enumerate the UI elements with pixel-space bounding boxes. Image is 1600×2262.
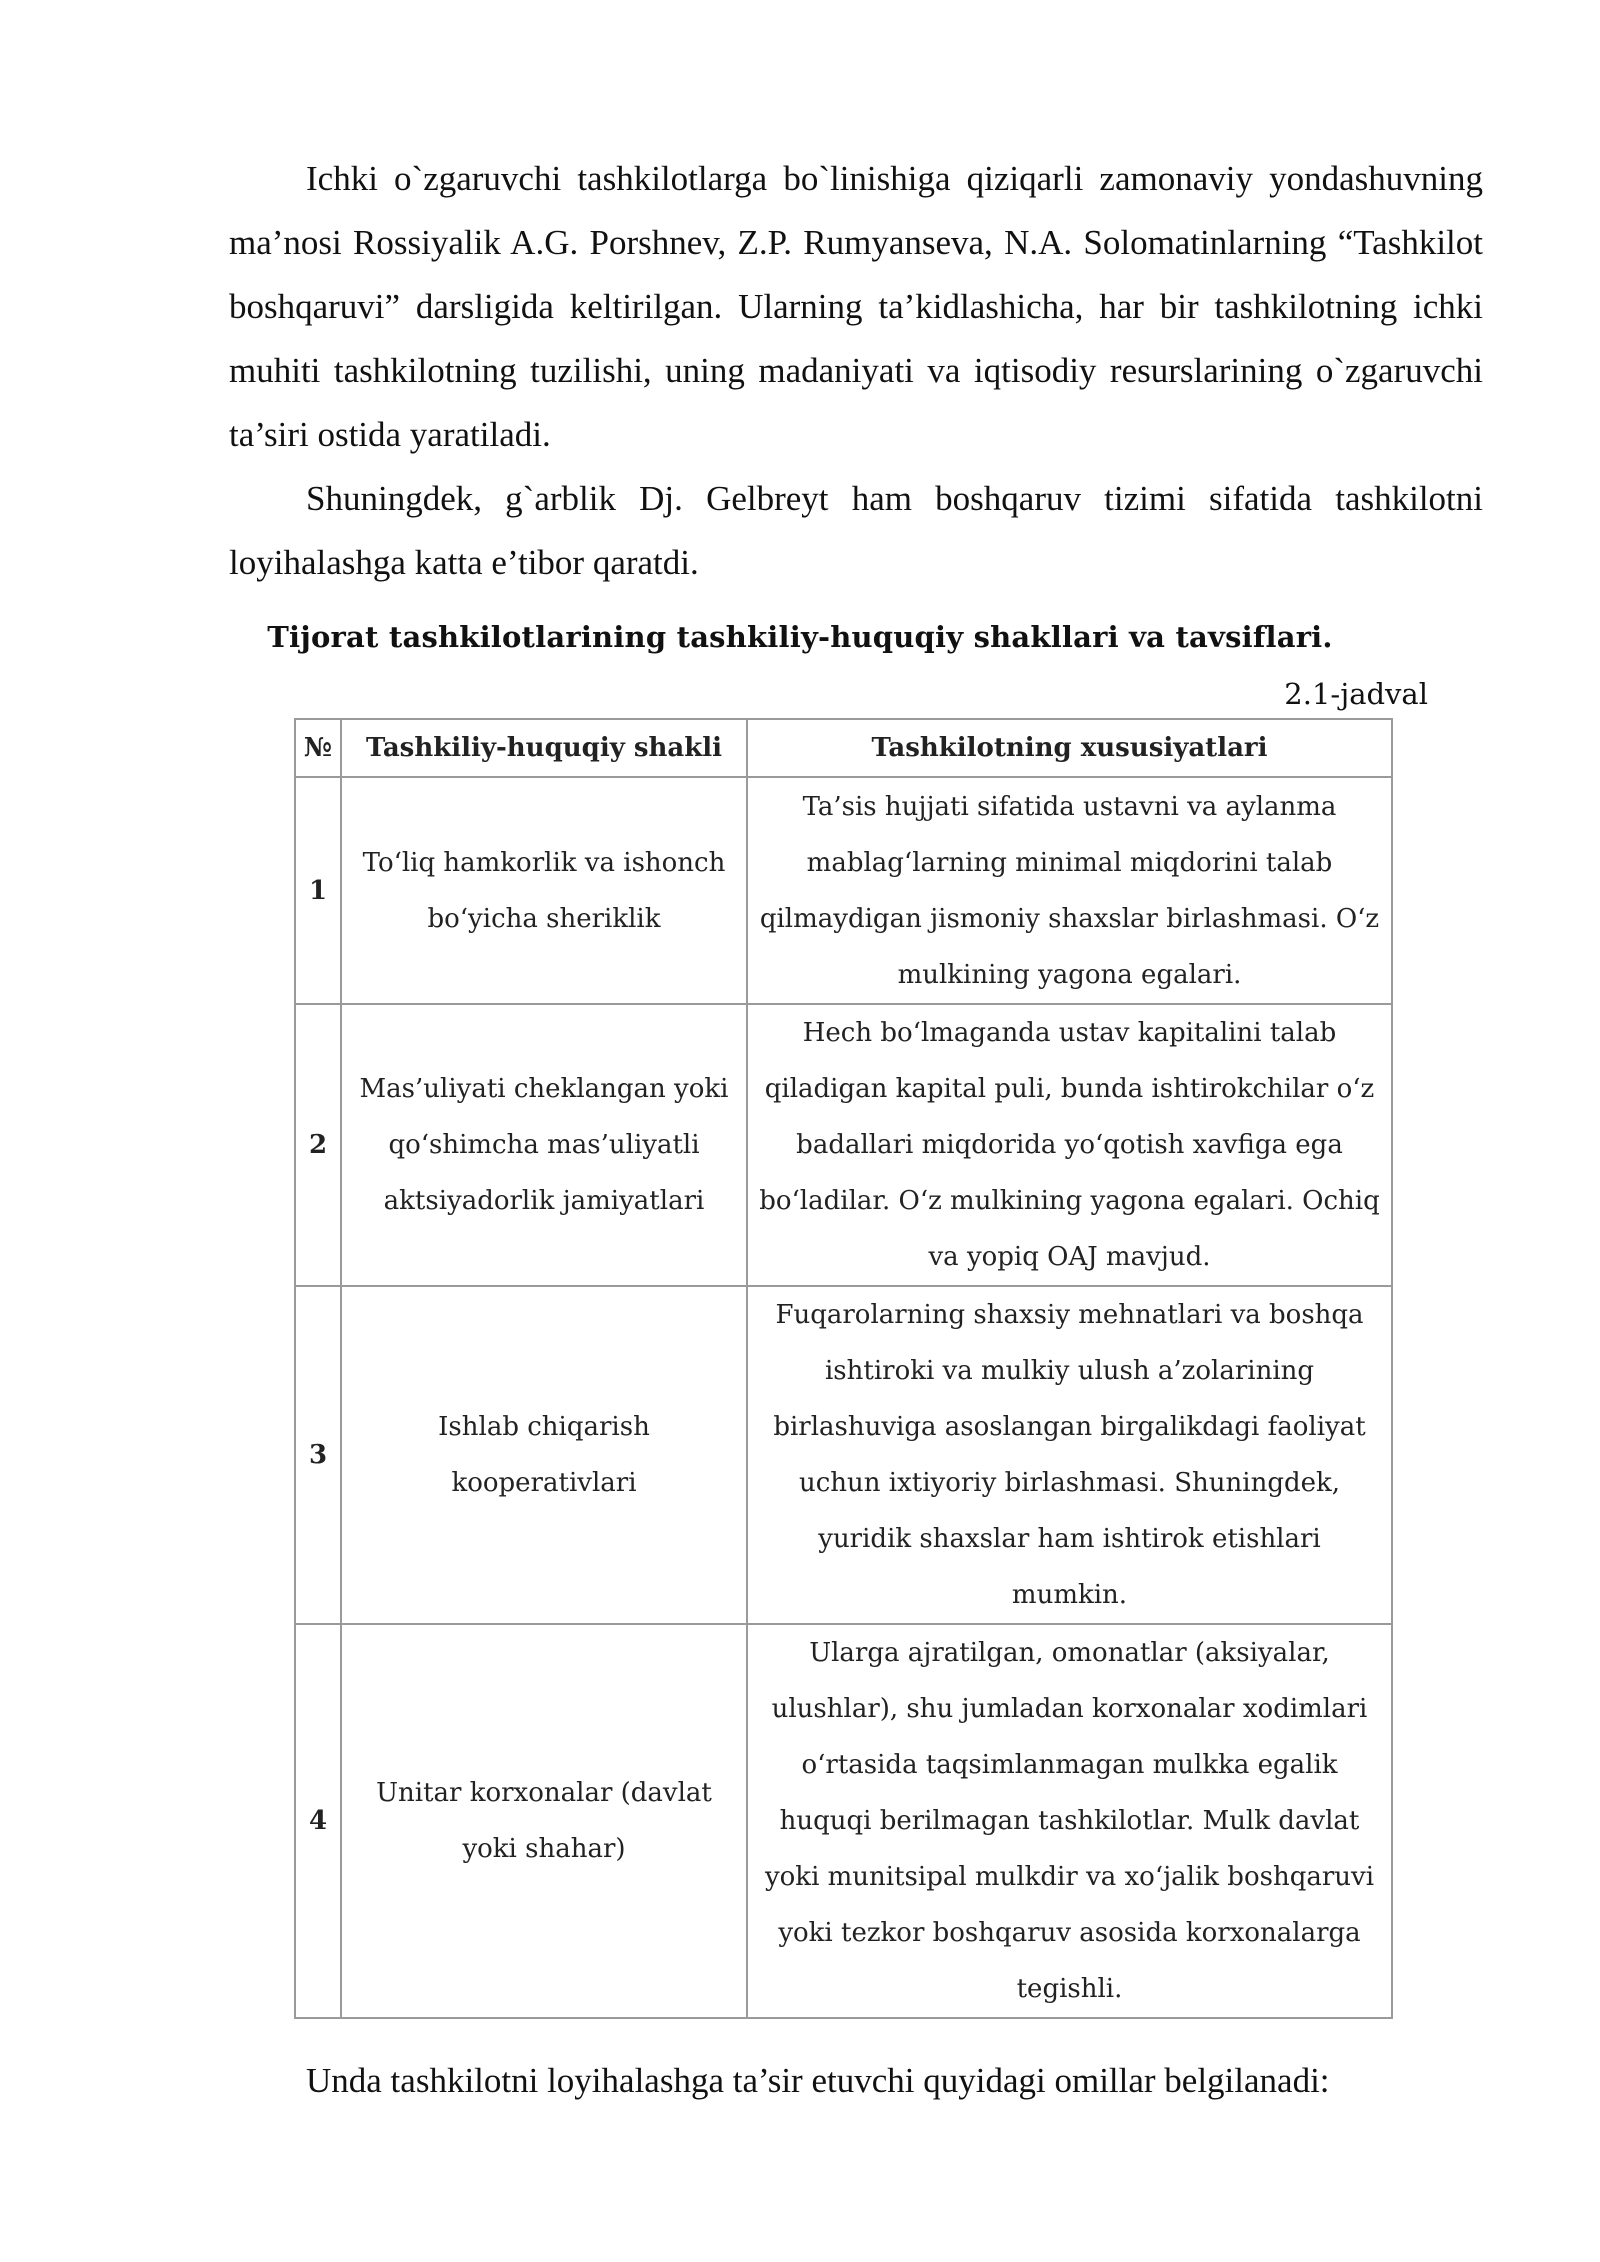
header-number: № <box>295 719 341 777</box>
row-number: 3 <box>295 1286 341 1624</box>
legal-forms-table <box>294 718 1393 2019</box>
table-row <box>295 777 1392 1004</box>
paragraph-factors: Unda tashkilotni loyihalashga ta’sir etuvchi quyidagi omillar belgilanadi: <box>306 2061 1330 2100</box>
table-row <box>295 1624 1392 2018</box>
row-legal-form: Ishlab chiqarish kooperativlari <box>341 1286 747 1624</box>
table-row <box>295 1004 1392 1286</box>
row-legal-form: Mas’uliyati cheklangan yoki qo‘shimcha mas’uliyatli aktsiyadorlik jamiyatlari <box>341 1004 747 1286</box>
row-legal-form: Unitar korxonalar (davlat yoki shahar) <box>341 1624 747 2018</box>
table-header-row <box>295 719 1392 777</box>
row-features: Ta’sis hujjati sifatida ustavni va aylanma mablag‘larning minimal miqdorini talab qilmaydigan jismoniy shaxslar birlashmasi. O‘z mulkining yagona egalari. <box>747 777 1392 1004</box>
row-features: Ularga ajratilgan, omonatlar (aksiyalar, ulushlar), shu jumladan korxonalar xodimlari o‘rtasida taqsimlanmagan mulkka egalik huquqi berilmagan tashkilotlar. Mulk davlat yoki munitsipal mulkdir va xo‘jalik boshqaruvi yoki tezkor boshqaruv asosida korxonalarga tegishli. <box>747 1624 1392 2018</box>
row-number: 4 <box>295 1624 341 2018</box>
table-caption: Tijorat tashkilotlarining tashkiliy-huquqiy shakllari va tavsiflari. <box>267 620 1333 654</box>
paragraph-intro: Ichki o`zgaruvchi tashkilotlarga bo`linishiga qiziqarli zamonaviy yondashuvning ma’nosi Rossiyalik A.G. Porshnev, Z.P. Rumyanseva, N.A. Solomatinlarning “Tashkilot boshqaruvi” darsligida keltirilgan. Ularning ta’kidlashicha, har bir tashkilotning ichki muhiti tashkilotning tuzilishi, uning madaniyati va iqtisodiy resurslarining o`zgaruvchi ta’siri ostida yaratiladi. <box>229 159 1483 454</box>
header-features: Tashkilotning xususiyatlari <box>747 719 1392 777</box>
row-legal-form: To‘liq hamkorlik va ishonch bo‘yicha sheriklik <box>341 777 747 1004</box>
table-number: 2.1-jadval <box>1284 677 1428 711</box>
table-row <box>295 1286 1392 1624</box>
row-features: Hech bo‘lmaganda ustav kapitalini talab qiladigan kapital puli, bunda ishtirokchilar o‘z badallari miqdorida yo‘qotish xavfiga ega bo‘ladilar. O‘z mulkining yagona egalari. Ochiq va yopiq OAJ mavjud. <box>747 1004 1392 1286</box>
paragraph-gelbreyt: Shuningdek, g`arblik Dj. Gelbreyt ham boshqaruv tizimi sifatida tashkilotni loyihalashga katta e’tibor qaratdi. <box>229 479 1483 582</box>
row-number: 2 <box>295 1004 341 1286</box>
row-number: 1 <box>295 777 341 1004</box>
header-legal-form: Tashkiliy-huquqiy shakli <box>341 719 747 777</box>
row-features: Fuqarolarning shaxsiy mehnatlari va boshqa ishtiroki va mulkiy ulush a’zolarining birlashuviga asoslangan birgalikdagi faoliyat uchun ixtiyoriy birlashmasi. Shuningdek, yuridik shaxslar ham ishtirok etishlari mumkin. <box>747 1286 1392 1624</box>
